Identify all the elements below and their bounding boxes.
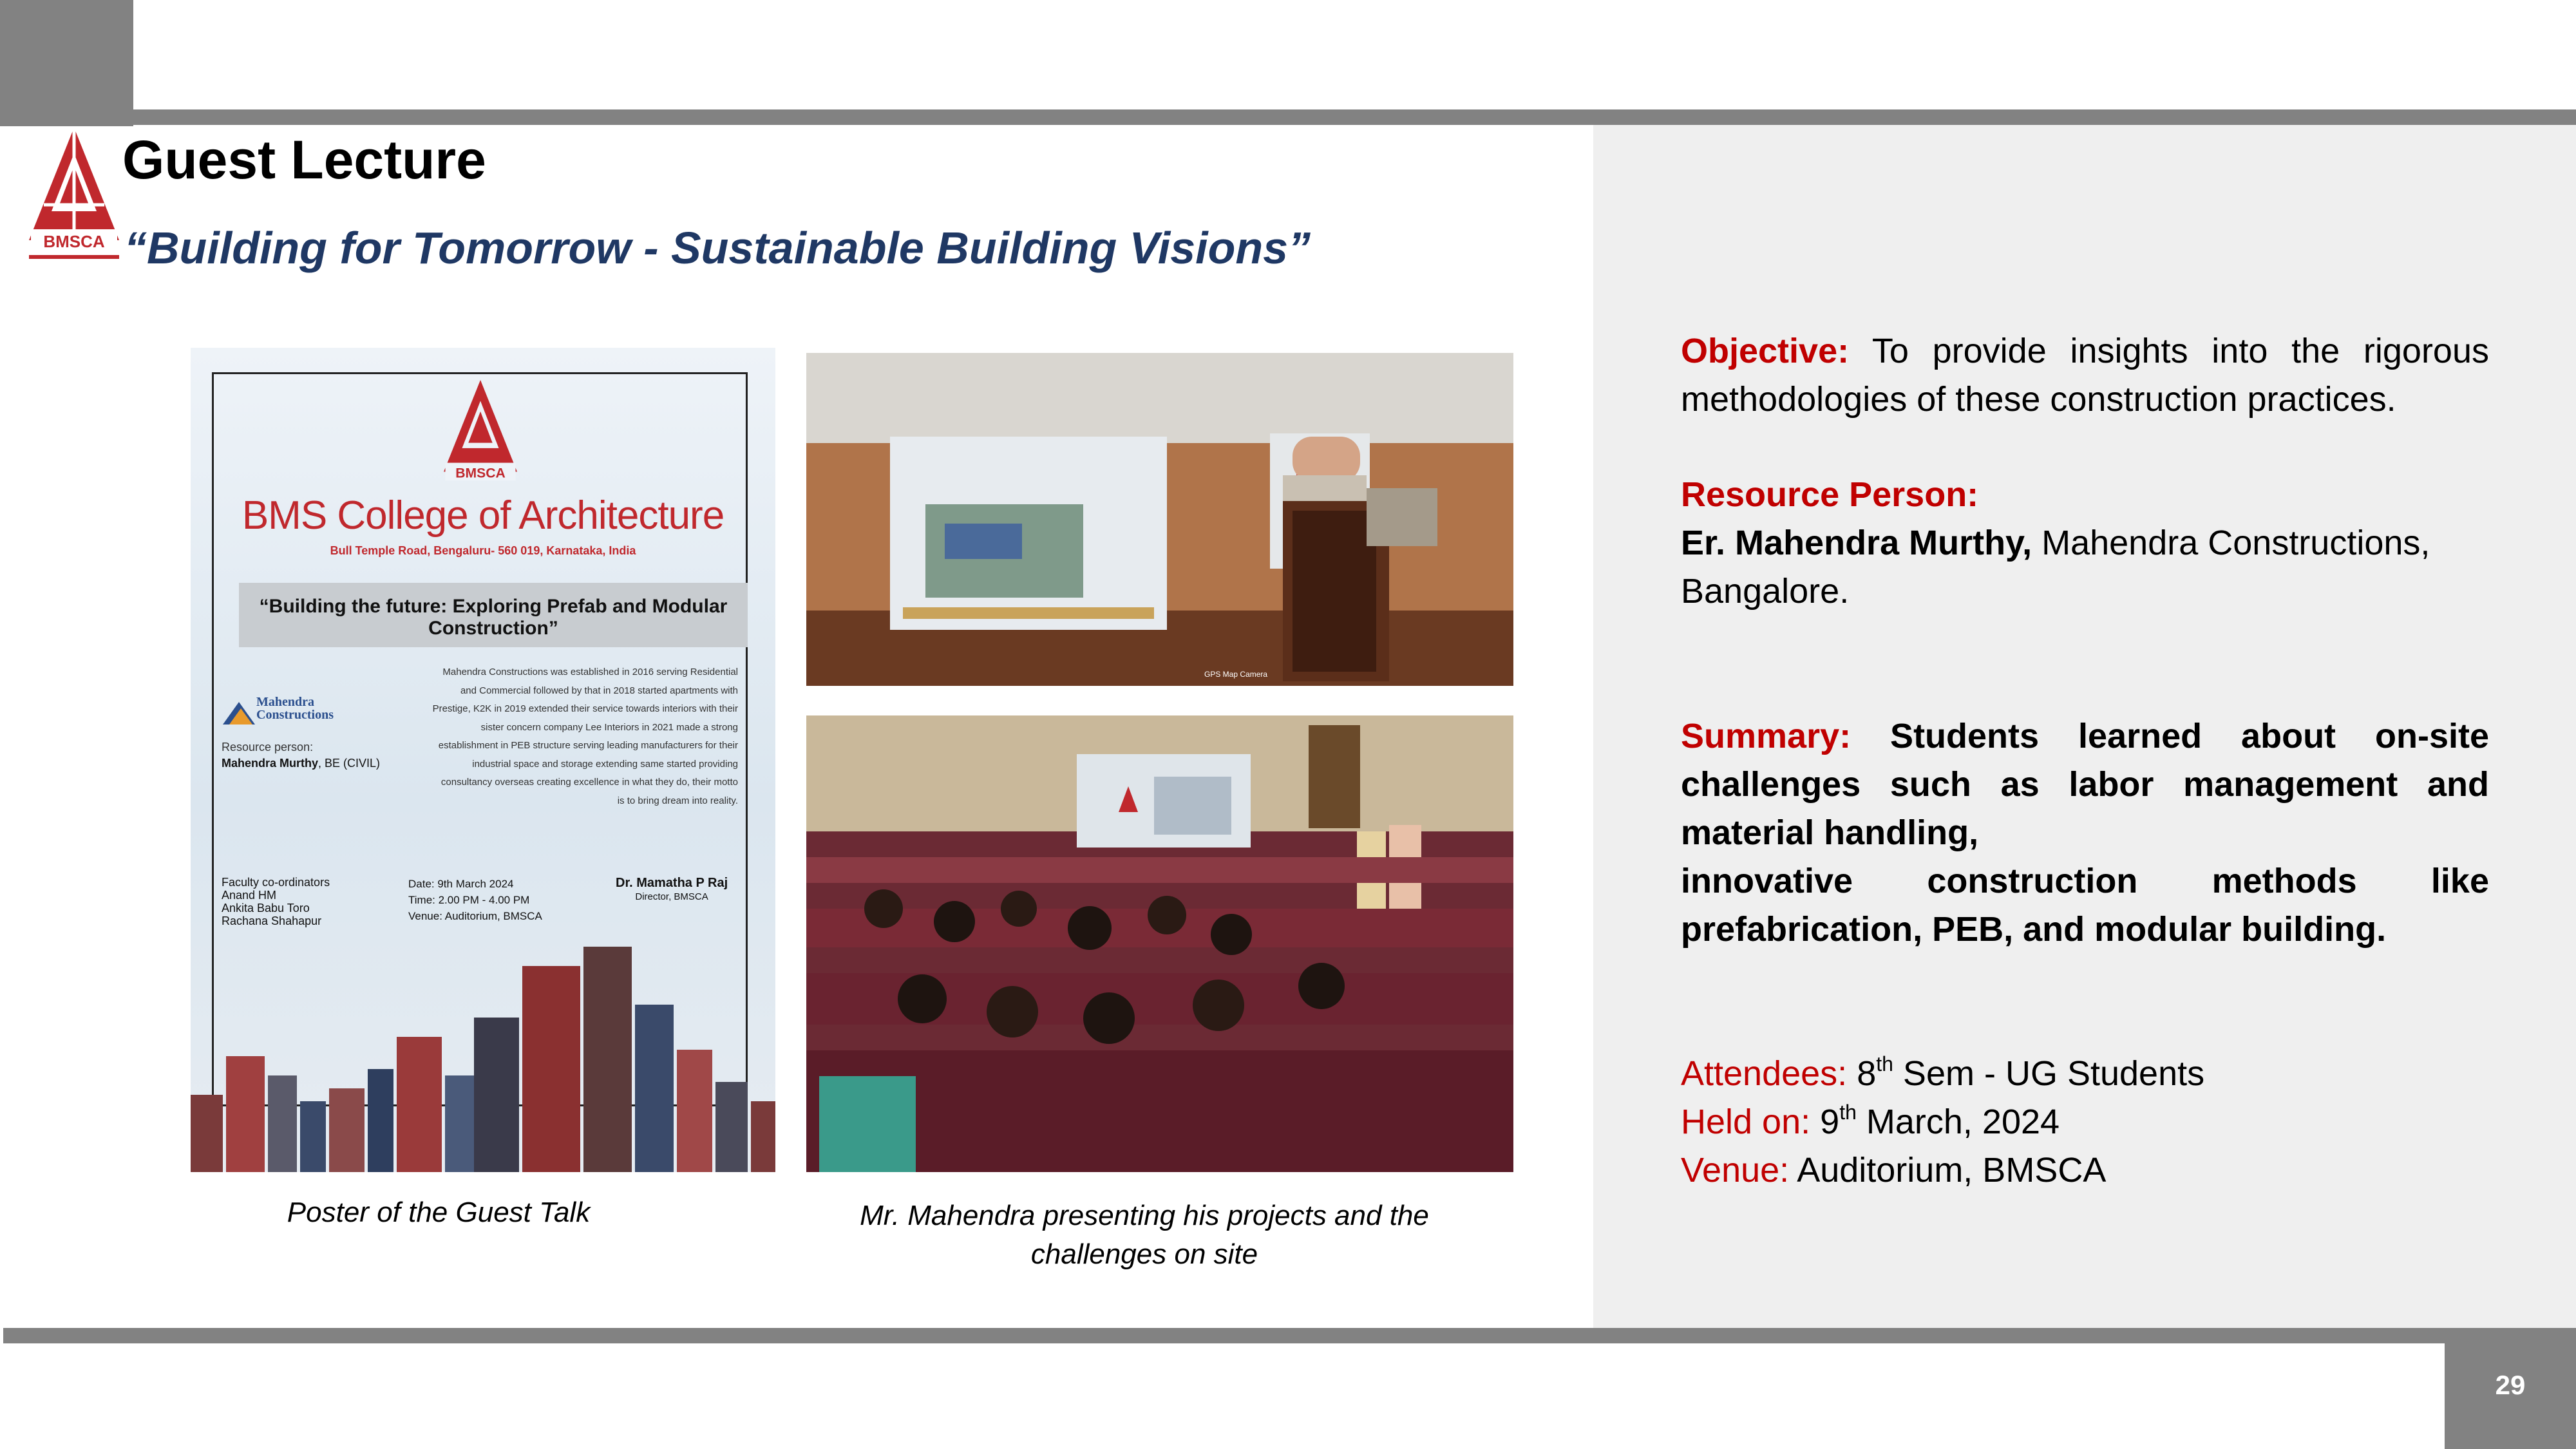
photo-audience-in-auditorium [806, 715, 1513, 1172]
resource-name: Er. Mahendra Murthy, [1681, 524, 2032, 562]
poster-company-description: Mahendra Constructions was established in 2016 serving Residential and Commercial followed by that in 2018 started apartments with Prestige, K2K in 2019 extended their service towards interiors with their sister concern company Lee Interiors in 2021 made a strong establishment in PEB structure serving leading manufacturers for their industrial space and storage extending same started providing consultancy overseas creating excellence in what they do, their motto is to bring dream into reality. [432, 667, 738, 806]
poster-city-skyline-graphic [191, 908, 775, 1172]
lecture-subtitle: “Building for Tomorrow - Sustainable Building Visions” [124, 223, 1311, 273]
summary-text-1: Students learned about on-site challenges such as labor management and material handling, [1681, 717, 2489, 852]
poster-event-info: Date: 9th March 2024 Time: 2.00 PM - 4.00 PM Venue: Auditorium, BMSCA [408, 878, 542, 922]
summary-label: Summary: [1681, 717, 1852, 755]
photo-presenter-at-podium [806, 353, 1513, 686]
objective-paragraph [1681, 327, 2489, 424]
poster-address: Bull Temple Road, Bengaluru- 560 019, Karnataka, India [330, 544, 636, 557]
poster-college-name: BMS College of Architecture [242, 493, 724, 538]
poster-caption: Poster of the Guest Talk [287, 1197, 591, 1228]
poster-resource-label: Resource person: [222, 741, 314, 753]
page-number: 29 [2495, 1370, 2526, 1400]
header-divider-bar [133, 109, 2576, 125]
presenter-photo-graphic [806, 353, 1513, 686]
poster-talk-title: “Building the future: Exploring Prefab and Modular Construction” [259, 596, 728, 639]
summary-text-2: innovative construction methods like prefabrication, PEB, and modular building. [1681, 862, 2489, 949]
objective-text: To provide insights into the rigorous methodologies of these construction practices. [1681, 332, 2489, 419]
resource-organization: Mahendra Constructions, Bangalore. [1681, 524, 2430, 611]
poster-company-name: Mahendra Constructions [256, 695, 334, 722]
resource-label: Resource Person: [1681, 475, 1979, 514]
event-info-block [1681, 1050, 2489, 1195]
footer-divider-bar [3, 1328, 2576, 1343]
header-corner-block [0, 0, 133, 126]
event-poster [191, 348, 775, 1172]
gps-camera-watermark: GPS Map Camera [1204, 670, 1268, 679]
held-on-line: Held on: 9th March, 2024 [1681, 1101, 2060, 1141]
poster-faculty-coordinators: Faculty co-ordinators Anand HM Ankita Babu Toro Rachana Shahapur [222, 876, 330, 927]
attendees-line: Attendees: 8th Sem - UG Students [1681, 1052, 2205, 1093]
audience-photo-graphic [806, 715, 1513, 1172]
page-title: Guest Lecture [122, 129, 486, 190]
summary-block [1681, 712, 2489, 954]
bmsca-logo [26, 128, 122, 266]
poster-director: Dr. Mamatha P Raj Director, BMSCA [616, 876, 728, 902]
poster-bmsca-logo [439, 380, 522, 493]
venue-line: Venue: Auditorium, BMSCA [1681, 1151, 2107, 1189]
logo-text: BMSCA [43, 232, 105, 251]
poster-resource-name: Mahendra Murthy, BE (CIVIL) [222, 757, 381, 770]
resource-person-block [1681, 471, 2489, 616]
svg-text:BMSCA: BMSCA [455, 466, 506, 481]
objective-label: Objective: [1681, 332, 1850, 370]
photos-caption: Mr. Mahendra presenting his projects and the challenges on site [860, 1200, 1429, 1270]
